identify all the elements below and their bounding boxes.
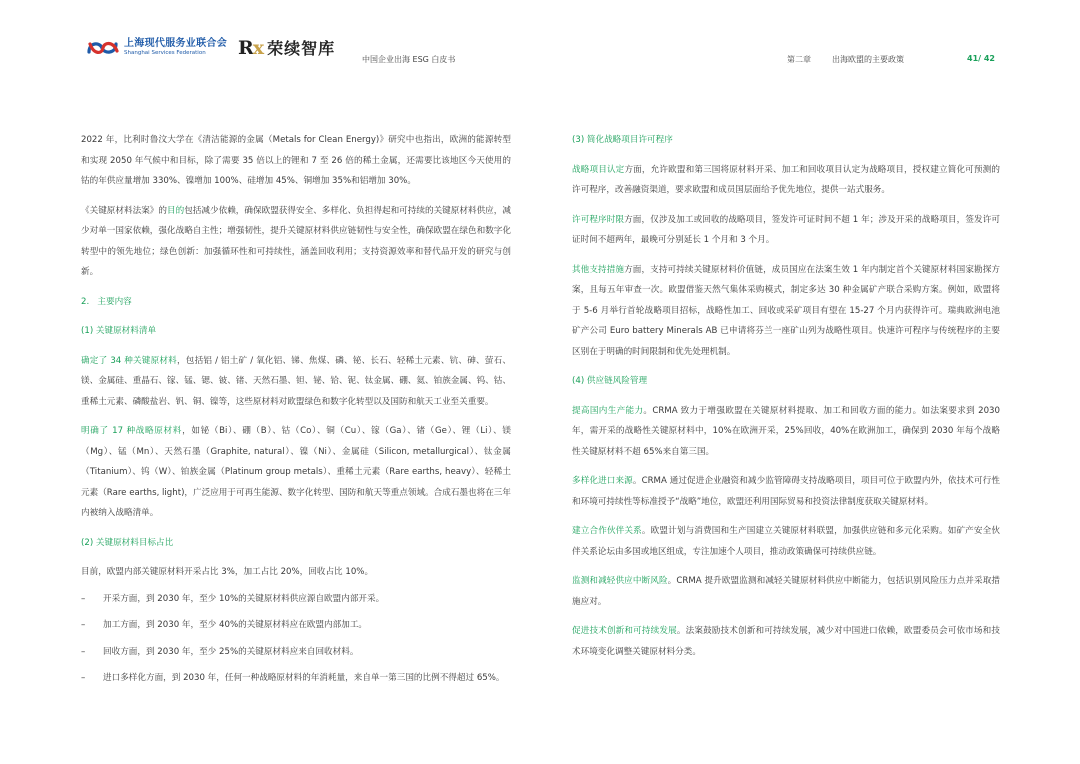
page-header [0, 0, 1080, 80]
list-item: – 回收方面，到 2030 年，至少 25%的关键原材料应来自回收材料。 [81, 646, 359, 657]
left-column [81, 130, 511, 689]
federation-logo [86, 38, 227, 58]
list-item: – 开采方面，到 2030 年，至少 10%的关键原材料供应源自欧盟内部开采。 [81, 593, 385, 604]
brand-name: 荣续智库 [267, 39, 336, 58]
document-title: 中国企业出海 ESG 白皮书 [362, 55, 456, 64]
paragraph-diversify-imports: 多样化进口来源。CRMA 通过促进企业融资和减少监管障碍支持战略项目，项目可位于欧盟内外，依技术可行性和环境可持续性等标准授予“战略”地位，欧盟还利用国际贸易和投资法律制度获取关键原材料。 [572, 476, 1000, 507]
list-item: – 进口多样化方面，到 2030 年，任何一种战略原材料的年消耗量，来自单一第三国的比例不得超过 65%。 [81, 673, 505, 683]
federation-emblem-icon [86, 38, 120, 58]
paragraph-monitor-risk: 监测和减轻供应中断风险。CRMA 提升欧盟监测和减轻关键原材料供应中断能力，包括识别风险压力点并采取措施应对。 [572, 576, 1000, 607]
paragraph-strategic-recognition: 战略项目认定方面，允许欧盟和第三国将原材料开采、加工和回收项目认定为战略项目，授权建立简化可预测的许可程序，改善融资渠道，要求欧盟和成员国层面给予优先地位，提供一站式服务。 [572, 164, 1000, 195]
page-number: 41/ 42 [967, 54, 995, 63]
heading-simplify-permits: (3) 简化战略项目许可程序 [572, 135, 673, 145]
paragraph-34-materials: 确定了 34 种关键原材料，包括铝 / 铝土矿 / 氧化铝、锑、焦煤、磷、铋、长石、轻稀土元素、钪、砷、萤石、镁、金属硅、重晶石、镓、锰、锶、铍、锗、天然石墨、钽、铋、铪、铌、钛金属、硼、氦、铂族金属、钨、钴、重稀土元素、磷酸盐岩、钒、铜、镍等，这些原材料对欧盟绿色和数字化转型以及国防和航天工业至关重要。 [81, 355, 511, 407]
heading-main-content: 2. 主要内容 [81, 296, 132, 307]
list-item: – 加工方面，到 2030 年，至少 40%的关键原材料应在欧盟内部加工。 [81, 620, 368, 630]
right-column [572, 130, 1000, 662]
paragraph-other-support: 其他支持措施方面，支持可持续关键原材料价值链，成员国应在法案生效 1 年内制定首个关键原材料国家勘探方案，且每五年审查一次。欧盟借鉴天然气集体采购模式，制定多达 30 种金属矿产联合采购方案。例如，欧盟将于 5-6 月举行首轮战略项目招标，战略性加工、回收或采矿项目有望在 15-27 个月内获得许可。瑞典欧洲电池矿产公司 Euro battery Minerals AB 已申请将芬兰一座矿山列为战略性项目。快速许可程序与传统程序的主要区别在于明确的时间限制和优先处理机制。 [572, 264, 1000, 357]
heading-target-share: (2) 关键原材料目标占比 [81, 537, 174, 548]
paragraph-permit-timeline: 许可程序时限方面，仅涉及加工或回收的战略项目，签发许可证时间不超 1 年；涉及开采的战略项目，签发许可证时间不超两年，最晚可分别延长 1 个月和 3 个月。 [572, 214, 1000, 245]
paragraph-metals-study: 2022 年，比利时鲁汶大学在《清洁能源的金属（Metals for Clean Energy)》研究中也指出，欧洲的能源转型和实现 2050 年气候中和目标，除了需要 35 倍以上的锂和 7 至 26 倍的稀土金属，还需要比该地区今天使用的钴的年供应量增加 330%、镍增加 100%、硅增加 45%、铜增加 35%和铝增加 30%。 [81, 135, 511, 186]
paragraph-17-strategic: 明确了 17 种战略原材料，如铋（Bi）、硼（B）、钴（Co）、铜（Cu）、镓（Ga）、锗（Ge）、锂（Li）、镁（Mg）、锰（Mn）、天然石墨（Graphite, natural）、镍（Ni）、金属硅（Silicon, metallurgical）、钛金属（Titanium）、钨（W）、铂族金属（Platinum group metals）、重稀土元素（Rare earths, heavy）、轻稀土元素（Rare earths, light)，广泛应用于可再生能源、数字化转型、国防和航天等重点领域。合成石墨也将在三年内被纳入战略清单。 [81, 426, 511, 518]
paragraph-innovation: 促进技术创新和可持续发展。法案鼓励技术创新和可持续发展，减少对中国进口依赖，欧盟委员会可依市场和技术环境变化调整关键原材料分类。 [572, 626, 1000, 657]
section-label: 出海欧盟的主要政策 [832, 55, 904, 64]
chapter-label: 第二章 [787, 55, 811, 64]
paragraph-act-purpose: 《关键原材料法案》的目的包括减少依赖，确保欧盟获得安全、多样化、负担得起和可持续的关键原材料供应，减少对单一国家依赖，强化战略自主性；增强韧性，提升关键原材料供应链韧性与安全性，确保欧盟在绿色和数字化转型中的领先地位；绿色创新：加强循环性和可持续性，涵盖回收利用；支持资源效率和替代品开发的研究与创新。 [81, 205, 511, 277]
paragraph-domestic-capacity: 提高国内生产能力。CRMA 致力于增强欧盟在关键原材料提取、加工和回收方面的能力。如法案要求到 2030 年，需开采的战略性关键原材料中，10%在欧洲开采，25%回收，40%在欧洲加工，确保到 2030 年每个战略性关键原材料不超 65%来自第三国。 [572, 405, 1000, 457]
purpose-highlight: 目的 [167, 205, 185, 216]
heading-critical-list: (1) 关键原材料清单 [81, 326, 157, 336]
heading-supply-risk: (4) 供应链风险管理 [572, 376, 648, 386]
federation-name-en: Shanghai Services Federation [124, 50, 206, 57]
federation-name-cn: 上海现代服务业联合会 [124, 38, 227, 50]
brand-logo [238, 36, 335, 59]
brand-mark: Rx [238, 36, 264, 59]
paragraph-partnerships: 建立合作伙伴关系。欧盟计划与消费国和生产国建立关键原材料联盟，加强供应链和多元化采购。如矿产安全伙伴关系论坛由多国或地区组成，专注加速个人项目，推动政策确保可持续供应链。 [572, 526, 1000, 557]
paragraph-current-share: 目前，欧盟内部关键原材料开采占比 3%，加工占比 20%，回收占比 10%。 [81, 567, 374, 577]
